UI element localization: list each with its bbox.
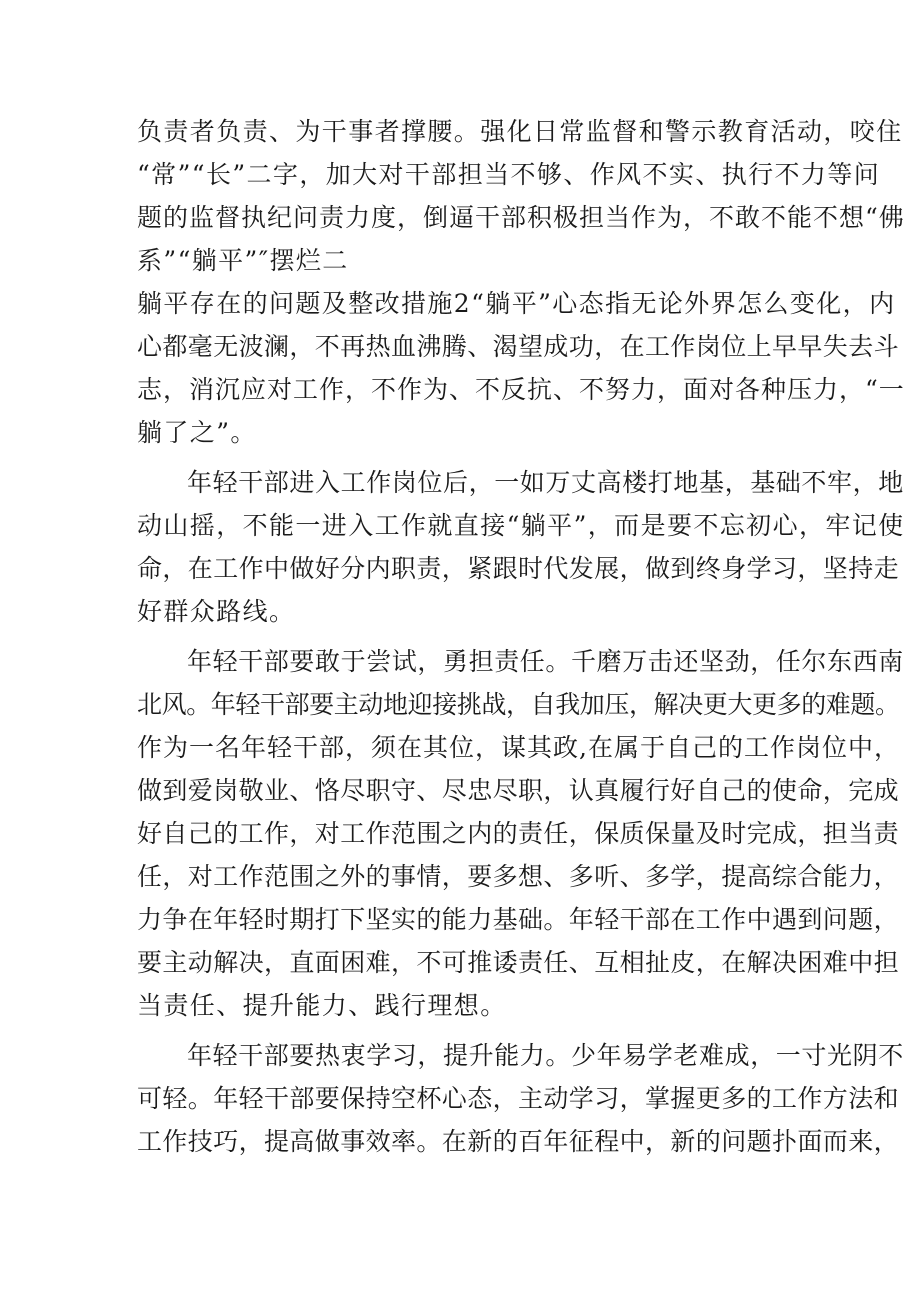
text-line: 好自己的工作，对工作范围之内的责任，保质保量及时完成，担当责: [137, 819, 900, 848]
text-line: 负责者负责、为干事者撑腰。强化日常监督和警示教育活动，咬住: [137, 117, 903, 146]
text-line: 躺了之”。: [137, 418, 257, 447]
text-line: 力争在年轻时期打下坚实的能力基础。年轻干部在工作中遇到问题，: [137, 905, 900, 934]
text-line: 题的监督执纪问责力度，倒逼干部积极担当作为，不敢不能不想“佛: [137, 203, 905, 232]
text-line: 年轻干部进入工作岗位后，一如万丈高楼打地基，基础不牢，地: [187, 468, 904, 497]
text-line: 北风。年轻干部要主动地迎接挑战，自我加压，解决更大更多的难题。: [137, 690, 900, 719]
text-line: 命，在工作中做好分内职责，紧跟时代发展，做到终身学习，坚持走: [137, 554, 900, 583]
text-line: 当责任、提升能力、践行理想。: [137, 991, 507, 1020]
text-line: 可轻。年轻干部要保持空杯心态，主动学习，掌握更多的工作方法和: [137, 1084, 900, 1113]
text-line: 心都毫无波澜，不再热血沸腾、渴望成功，在工作岗位上早早失去斗: [137, 332, 900, 361]
text-line: 系”“躺平”″摆烂二: [137, 246, 349, 275]
text-line: 动山摇，不能一进入工作就直接“躺平”，而是要不忘初心，牢记使: [137, 511, 905, 540]
text-line: 工作技巧，提高做事效率。在新的百年征程中，新的问题扑面而来，: [137, 1127, 900, 1156]
text-line: 躺平存在的问题及整改措施2“躺平”心态指无论外界怎么变化，内: [137, 289, 896, 318]
text-line: 好群众路线。: [137, 597, 296, 626]
text-line: 作为一名年轻干部，须在其位，谋其政,在属于自己的工作岗位中，: [137, 733, 900, 762]
text-line: “常”“长”二字，加大对干部担当不够、作风不实、执行不力等问: [137, 160, 881, 189]
text-line: 志，消沉应对工作，不作为、不反抗、不努力，面对各种压力，“一: [137, 375, 905, 404]
text-line: 任，对工作范围之外的事情，要多想、多听、多学，提高综合能力，: [137, 862, 900, 891]
text-line: 年轻干部要敢于尝试，勇担责任。千磨万击还坚劲，任尔东西南: [187, 647, 904, 676]
text-line: 要主动解决，直面困难，不可推诿责任、互相扯皮，在解决困难中担: [137, 948, 900, 977]
text-line: 年轻干部要热衷学习，提升能力。少年易学老难成，一寸光阴不: [187, 1041, 904, 1070]
text-line: 做到爱岗敬业、恪尽职守、尽忠尽职，认真履行好自己的使命，完成: [137, 776, 900, 805]
